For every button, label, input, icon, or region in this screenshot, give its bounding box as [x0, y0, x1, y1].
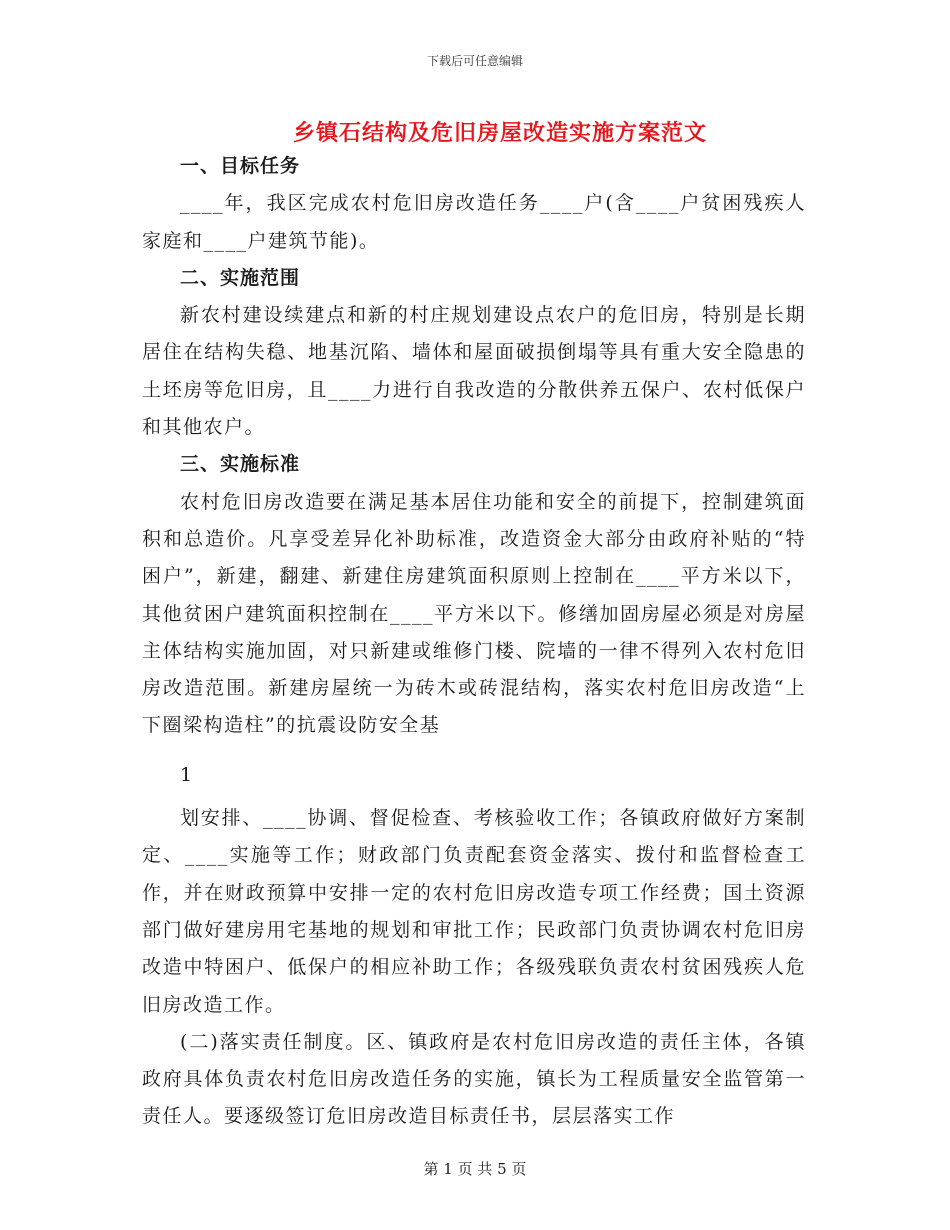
header-note: 下载后可任意编辑: [426, 54, 523, 68]
section-heading-scope: 二、实施范围: [180, 266, 301, 289]
section-heading-goals: 一、目标任务: [180, 155, 301, 177]
document-title: 乡镇石结构及危旧房屋改造实施方案范文: [292, 120, 707, 146]
continuation-paragraph-1: 划安排、____协调、督促检查、考核验收工作；各镇政府做好方案制定、____实施等工作；财政部门负责配套资金落实、拨付和监督检查工作，并在财政预算中安排一定的农村危旧房改造专项工作经费；国土资源部门做好建房用宅基地的规划和审批工作；民政部门负责协调农村危旧房改造中特困户、低保户的相应补助工作；各级残联负责农村贫困残疾人危旧房改造工作。: [142, 807, 806, 1016]
section-paragraph-standards: 农村危旧房改造要在满足基本居住功能和安全的前提下，控制建筑面积和总造价。凡享受差异化补助标准，改造资金大部分由政府补贴的“特困户”，新建，翻建、新建住房建筑面积原则上控制在____平方米以下，其他贫困户建筑面积控制在____平方米以下。修缮加固房屋必须是对房屋主体结构实施加固，对只新建或维修门楼、院墙的一律不得列入农村危旧房改造范围。新建房屋统一为砖木或砖混结构，落实农村危旧房改造“上下圈梁构造柱”的抗震设防安全基: [142, 490, 806, 737]
section-paragraph-scope: 新农村建设续建点和新的村庄规划建设点农户的危旧房，特别是长期居住在结构失稳、地基沉陷、墙体和屋面破损倒塌等具有重大安全隐患的土坯房等危旧房，且____力进行自我改造的分散供养五保户、农村低保户和其他农户。: [142, 304, 806, 439]
section-paragraph-goals: ____年，我区完成农村危旧房改造任务____户(含____户贫困残疾人家庭和____户建筑节能)。: [142, 192, 806, 252]
inline-page-marker: 1: [180, 763, 193, 786]
document-body: [142, 148, 806, 1136]
page-footer: 第 1 页 共 5 页: [423, 1160, 527, 1178]
continuation-paragraph-2: (二)落实责任制度。区、镇政府是农村危旧房改造的责任主体，各镇政府具体负责农村危旧房改造任务的实施，镇长为工程质量安全监管第一责任人。要逐级签订危旧房改造目标责任书，层层落实工作: [142, 1030, 806, 1128]
section-heading-standards: 三、实施标准: [180, 453, 301, 476]
